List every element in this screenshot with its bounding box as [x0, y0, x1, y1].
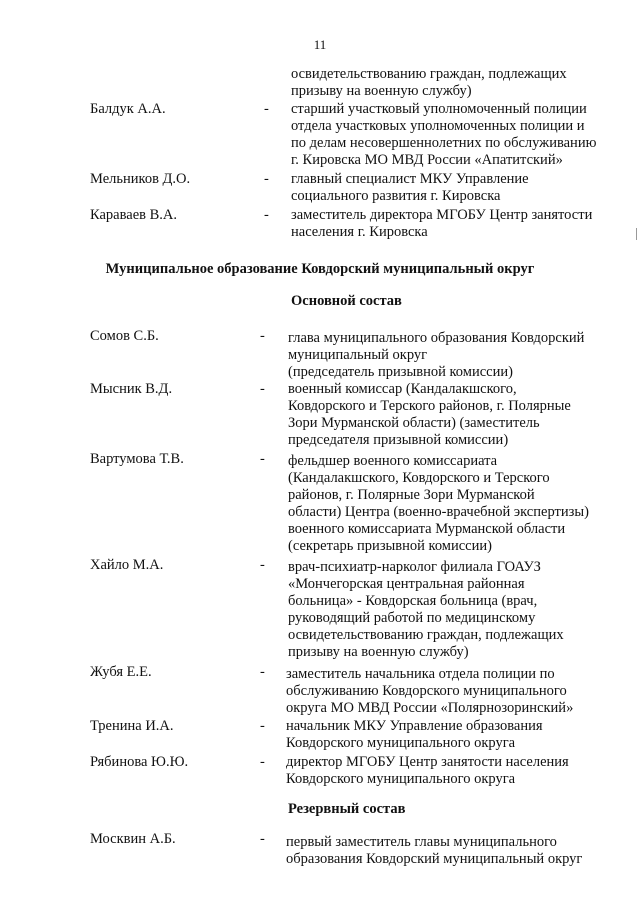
member-role-line: г. Кировска МО МВД России «Апатитский» — [291, 152, 563, 168]
member-role-line: старший участковый уполномоченный полиции — [291, 101, 587, 117]
member-role-line: председателя призывной комиссии) — [288, 432, 509, 448]
main-composition-heading: Основной состав — [291, 293, 402, 309]
dash: - — [260, 381, 265, 397]
dash: - — [260, 718, 265, 734]
member-role-line: заместитель директора МГОБУ Центр занятости — [291, 207, 593, 223]
member-name: Хайло М.А. — [90, 557, 164, 573]
member-role-line: области) Центра (военно-врачебной экспертизы) — [288, 504, 589, 520]
member-name: Караваев В.А. — [90, 207, 177, 223]
dash: - — [260, 557, 265, 573]
member-role-line: военный комиссар (Кандалакшского, — [288, 381, 517, 397]
member-role-line: «Мончегорская центральная районная — [288, 576, 525, 592]
member-role-line: призыву на военную службу) — [288, 644, 469, 660]
member-role-line: фельдшер военного комиссариата — [288, 453, 498, 469]
dash: - — [264, 101, 269, 117]
member-name: Мельников Д.О. — [90, 171, 191, 187]
member-name: Балдук А.А. — [90, 101, 166, 117]
member-role-line: (секретарь призывной комиссии) — [288, 538, 492, 554]
dash: - — [260, 754, 265, 770]
member-role-line: глава муниципального образования Ковдорский — [288, 330, 585, 346]
member-role-line: муниципальный округ — [288, 347, 428, 363]
dash: - — [260, 831, 265, 847]
member-role-line: первый заместитель главы муниципального — [286, 834, 557, 850]
dash: - — [264, 207, 269, 223]
member-name: Жубя Е.Е. — [90, 664, 152, 680]
member-role-line: (Кандалакшского, Ковдорского и Терского — [288, 470, 550, 486]
scan-edge-mark — [636, 228, 637, 240]
member-role-line: округа МО МВД России «Полярнозоринский» — [286, 700, 574, 716]
dash: - — [260, 664, 265, 680]
member-role-line: военного комиссариата Мурманской области — [288, 521, 566, 537]
member-role-line: образования Ковдорский муниципальный округ — [286, 851, 583, 867]
member-role-line: заместитель начальника отдела полиции по — [286, 666, 555, 682]
section-heading: Муниципальное образование Ковдорский муниципальный округ — [105, 261, 535, 277]
member-role-line: освидетельствованию граждан, подлежащих — [288, 627, 564, 643]
member-role-line: обслуживанию Ковдорского муниципального — [286, 683, 567, 699]
reserve-composition-heading: Резервный состав — [288, 801, 406, 817]
member-role-line: Зори Мурманской области) (заместитель — [288, 415, 540, 431]
member-role-line: руководящий работой по медицинскому — [288, 610, 536, 626]
member-role-line: населения г. Кировска — [291, 224, 428, 240]
member-role-line: главный специалист МКУ Управление — [291, 171, 529, 187]
dash: - — [260, 328, 265, 344]
member-role-line: директор МГОБУ Центр занятости населения — [286, 754, 569, 770]
member-name: Рябинова Ю.Ю. — [90, 754, 189, 770]
member-name: Мысник В.Д. — [90, 381, 173, 397]
page-number: 11 — [313, 37, 327, 52]
dash: - — [264, 171, 269, 187]
member-role-line: Ковдорского муниципального округа — [286, 735, 516, 751]
member-name: Сомов С.Б. — [90, 328, 159, 344]
member-role-line: врач-психиатр-нарколог филиала ГОАУЗ — [288, 559, 541, 575]
member-role-line: Ковдорского муниципального округа — [286, 771, 516, 787]
member-role-line: больница» - Ковдорская больница (врач, — [288, 593, 538, 609]
member-role-line: Ковдорского и Терского районов, г. Полярные — [288, 398, 571, 414]
continuation-line: призыву на военную службу) — [291, 83, 472, 99]
member-name: Тренина И.А. — [90, 718, 174, 734]
member-role-line: по делам несовершеннолетних по обслуживанию — [291, 135, 597, 151]
member-role-line: районов, г. Полярные Зори Мурманской — [288, 487, 535, 503]
continuation-line: освидетельствованию граждан, подлежащих — [291, 66, 567, 82]
member-role-line: (председатель призывной комиссии) — [288, 364, 513, 380]
member-name: Вартумова Т.В. — [90, 451, 184, 467]
member-role-line: отдела участковых уполномоченных полиции и — [291, 118, 585, 134]
dash: - — [260, 451, 265, 467]
member-name: Москвин А.Б. — [90, 831, 176, 847]
member-role-line: начальник МКУ Управление образования — [286, 718, 543, 734]
member-role-line: социального развития г. Кировска — [291, 188, 501, 204]
